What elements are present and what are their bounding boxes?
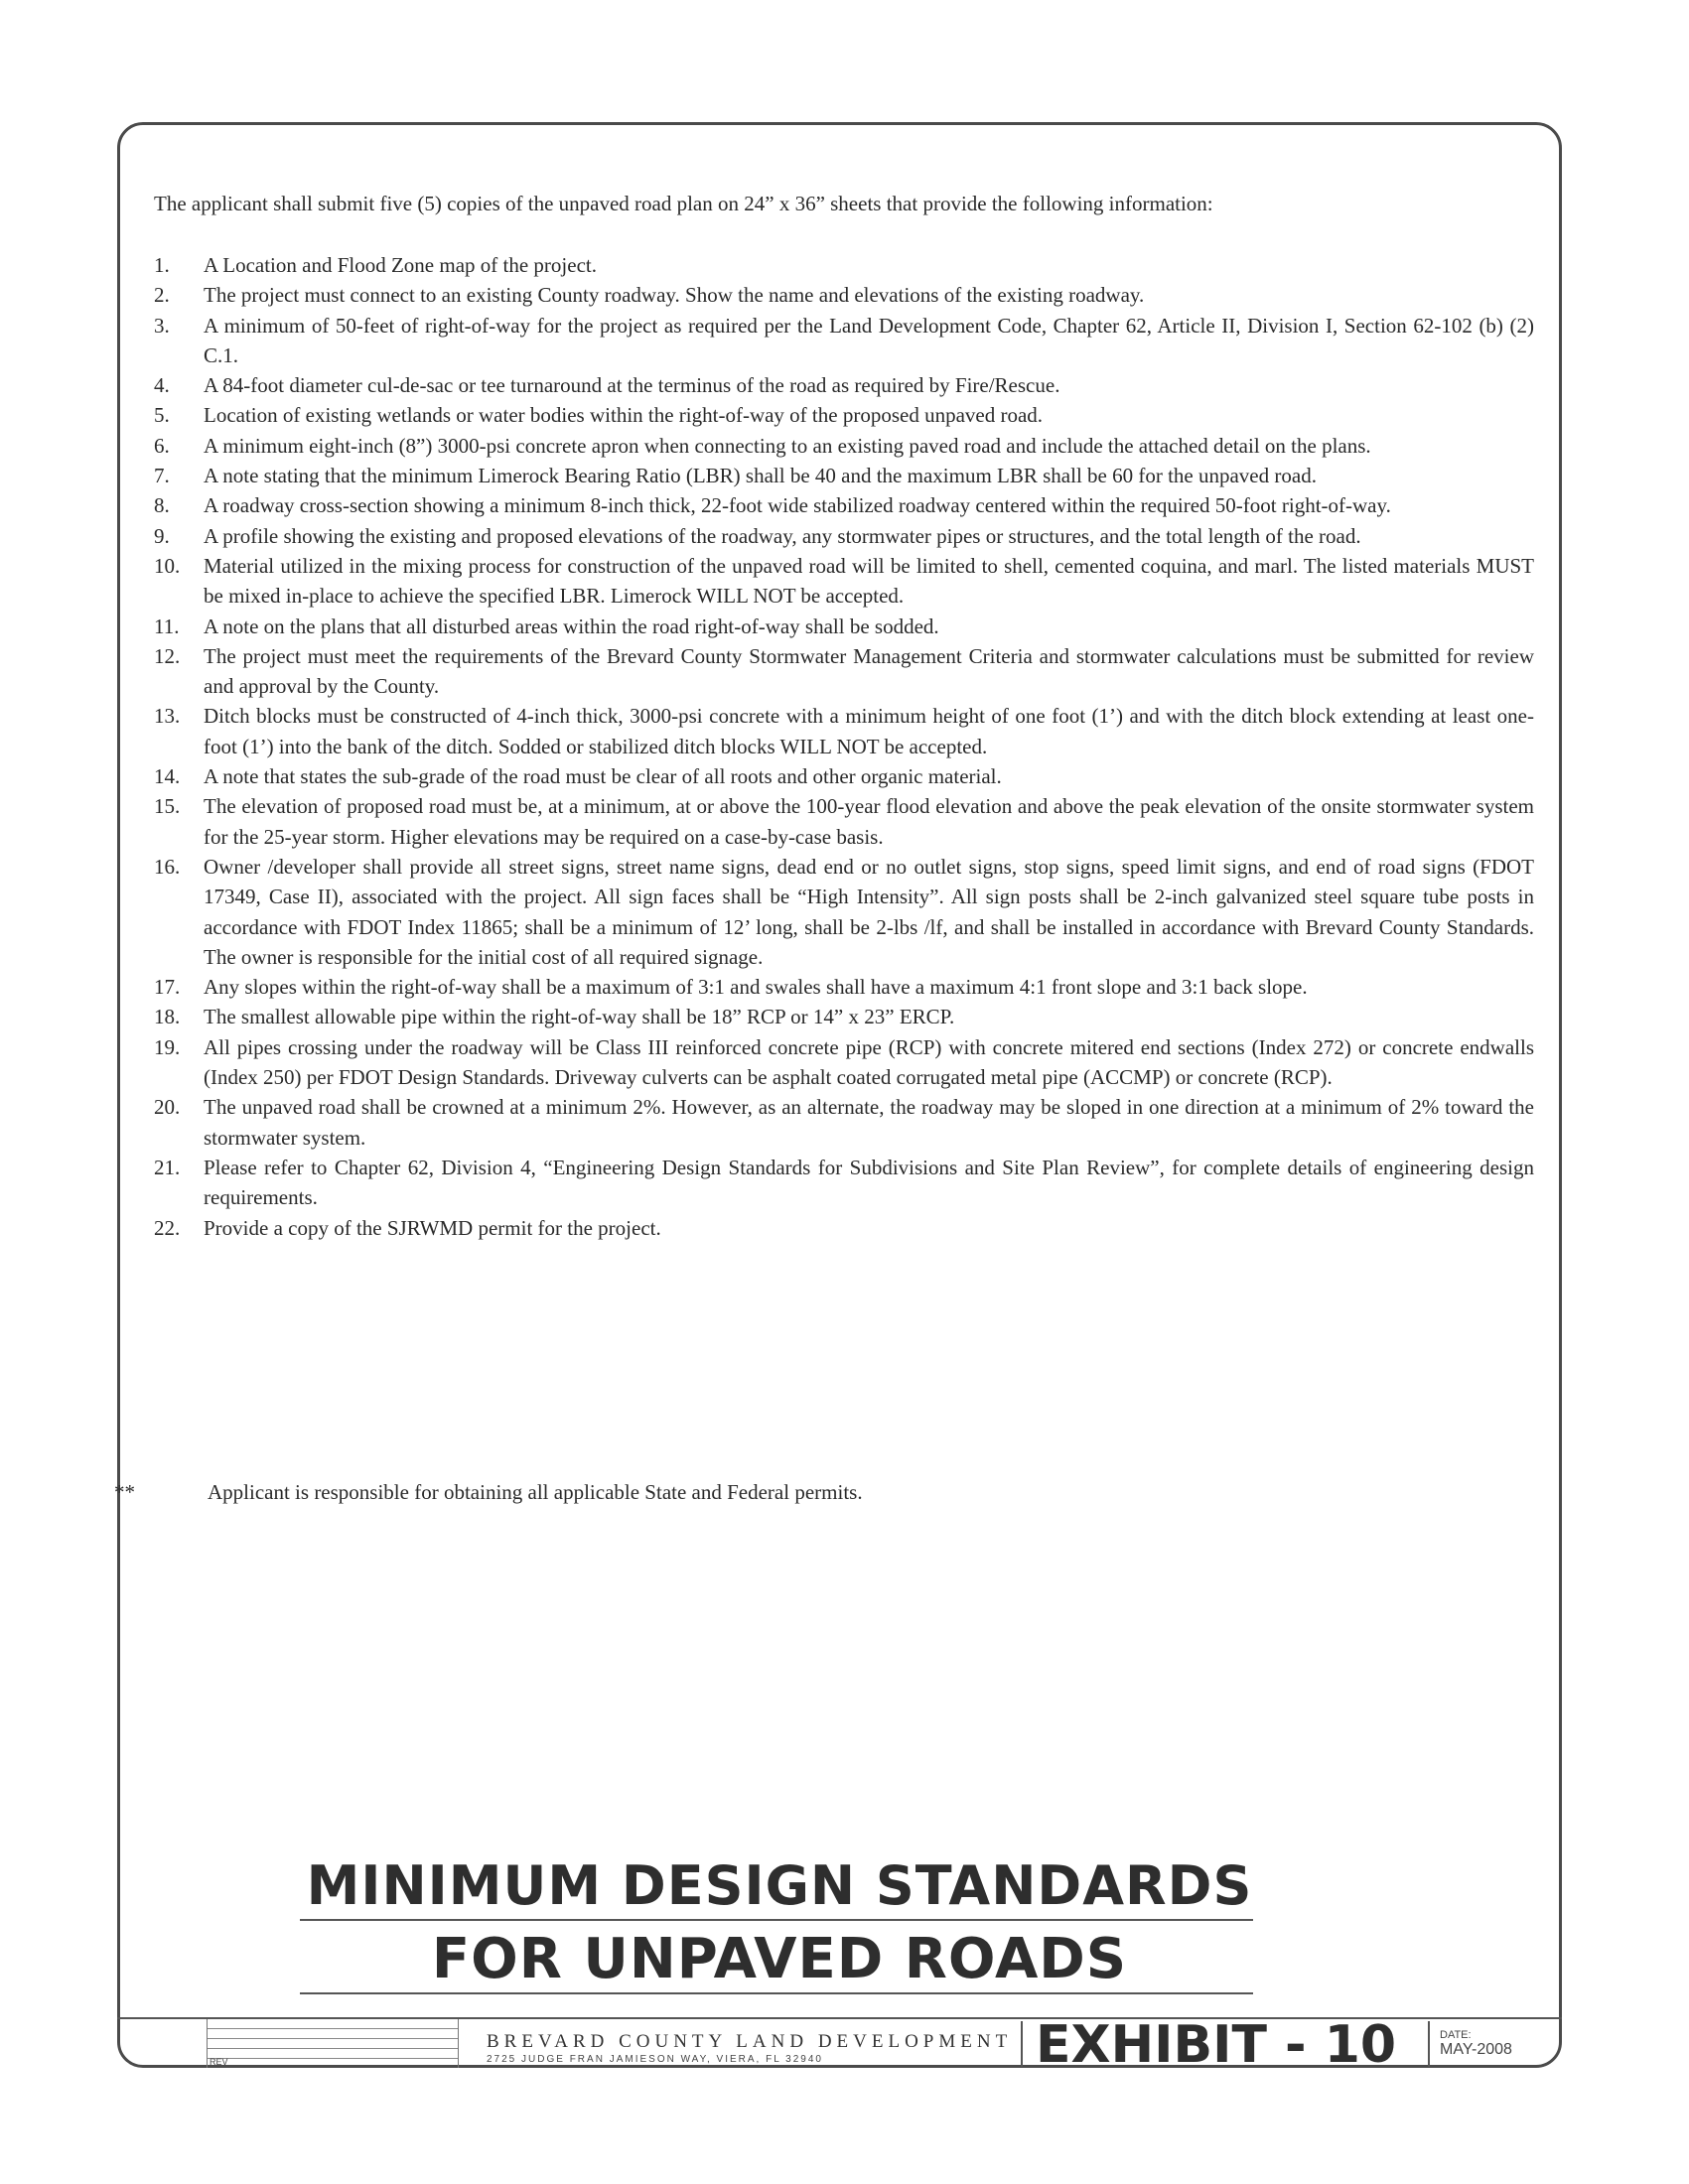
title-block-divider <box>1428 2021 1430 2067</box>
requirement-item <box>154 490 1534 520</box>
requirement-text: A 84-foot diameter cul-de-sac or tee turnaround at the terminus of the road as required by Fire/Rescue. <box>204 373 1060 398</box>
requirement-number: 11. <box>154 614 180 638</box>
requirement-item <box>154 1002 1534 1031</box>
requirement-number: 21. <box>154 1155 181 1179</box>
requirement-item <box>154 311 1534 371</box>
requirement-item <box>154 701 1534 761</box>
requirement-text: A note on the plans that all disturbed areas within the road right-of-way shall be sodded. <box>204 614 939 638</box>
requirement-number: 15. <box>154 794 181 819</box>
requirement-text: Material utilized in the mixing process for construction of the unpaved road will be limited to shell, cemented coquina, and marl. The listed materials MUST be mixed in-place to achieve the specified LBR. Limerock WILL NOT be accepted. <box>204 553 1534 609</box>
agency-name: BREVARD COUNTY LAND DEVELOPMENT <box>487 2031 1013 2052</box>
requirement-number: 16. <box>154 854 181 879</box>
requirement-item <box>154 852 1534 972</box>
requirement-number: 5. <box>154 403 170 428</box>
requirement-text: A profile showing the existing and proposed elevations of the roadway, any stormwater pipes or structures, and the total length of the road. <box>204 523 1361 548</box>
requirement-item <box>154 1153 1534 1213</box>
requirement-number: 2. <box>154 283 170 308</box>
requirement-item <box>154 431 1534 461</box>
requirement-text: All pipes crossing under the roadway will be Class III reinforced concrete pipe (RCP) with concrete mitered end sections (Index 272) or concrete endwalls (Index 250) per FDOT Design Standards. Driveway culverts can be asphalt coated corrugated metal pipe (ACCMP) or concrete (RCP). <box>204 1034 1534 1090</box>
note-text: Applicant is responsible for obtaining all applicable State and Federal permits. <box>208 1480 863 1504</box>
title-line-2: FOR UNPAVED ROADS <box>431 1927 1128 1991</box>
revision-label: REV <box>210 2057 228 2067</box>
title-underline-2 <box>300 1992 1253 1994</box>
requirement-text: Owner /developer shall provide all street signs, street name signs, dead end or no outlet signs, stop signs, speed limit signs, and end of road signs (FDOT 17349, Case II), associated with the project. All sign faces shall be “High Intensity”. All sign posts shall be 2-inch galvanized steel square tube posts in accordance with FDOT Index 11865; shall be a minimum of 12’ long, shall be 2-lbs /lf, and shall be installed in accordance with Brevard County Standards. The owner is responsible for the initial cost of all required signage. <box>204 854 1534 969</box>
requirement-item <box>154 791 1534 852</box>
requirement-number: 4. <box>154 373 170 398</box>
title-block <box>117 2015 1562 2075</box>
title-block-divider <box>1021 2021 1023 2067</box>
requirements-list <box>154 250 1534 1243</box>
requirement-number: 3. <box>154 313 170 338</box>
title-underline-1 <box>300 1919 1253 1921</box>
requirement-text: A minimum of 50-feet of right-of-way for the project as required per the Land Development Code, Chapter 62, Article II, Division I, Section 62-102 (b) (2) C.1. <box>204 313 1534 367</box>
requirement-text: Please refer to Chapter 62, Division 4, “Engineering Design Standards for Subdivisions and Site Plan Review”, for complete details of engineering design requirements. <box>204 1155 1534 1210</box>
requirement-item <box>154 1213 1534 1243</box>
requirement-number: 6. <box>154 433 170 458</box>
requirement-text: Ditch blocks must be constructed of 4-inch thick, 3000-psi concrete with a minimum height of one foot (1’) and with the ditch block extending at least one-foot (1’) into the bank of the ditch. Sodded or stabilized ditch blocks WILL NOT be accepted. <box>204 704 1534 758</box>
requirement-number: 9. <box>154 523 170 548</box>
requirement-item <box>154 250 1534 280</box>
requirement-item <box>154 370 1534 400</box>
requirement-item <box>154 761 1534 791</box>
requirement-number: 18. <box>154 1005 181 1029</box>
permit-note <box>114 1477 1504 1507</box>
requirement-item <box>154 612 1534 641</box>
requirement-text: Provide a copy of the SJRWMD permit for the project. <box>204 1215 661 1240</box>
requirement-number: 19. <box>154 1034 181 1059</box>
requirement-item <box>154 972 1534 1002</box>
requirement-number: 10. <box>154 553 181 578</box>
requirement-number: 17. <box>154 975 181 1000</box>
revision-grid <box>207 2019 459 2068</box>
requirement-item <box>154 461 1534 490</box>
requirement-text: The project must meet the requirements of the Brevard County Stormwater Management Criteria and stormwater calculations must be submitted for review and approval by the County. <box>204 643 1534 699</box>
exhibit-number: EXHIBIT - 10 <box>1036 2015 1397 2075</box>
requirement-text: The project must connect to an existing County roadway. Show the name and elevations of the existing roadway. <box>204 283 1145 308</box>
requirement-item <box>154 1032 1534 1093</box>
requirement-item <box>154 280 1534 310</box>
requirement-text: The smallest allowable pipe within the right-of-way shall be 18” RCP or 14” x 23” ERCP. <box>204 1005 955 1029</box>
requirement-number: 22. <box>154 1215 181 1240</box>
requirement-text: A roadway cross-section showing a minimum 8-inch thick, 22-foot wide stabilized roadway centered within the required 50-foot right-of-way. <box>204 493 1391 518</box>
requirement-text: The unpaved road shall be crowned at a minimum 2%. However, as an alternate, the roadway may be sloped in one direction at a minimum of 2% toward the stormwater system. <box>204 1095 1534 1150</box>
requirement-text: A note stating that the minimum Limerock Bearing Ratio (LBR) shall be 40 and the maximum LBR shall be 60 for the unpaved road. <box>204 464 1317 488</box>
title-line-1: MINIMUM DESIGN STANDARDS <box>306 1854 1253 1917</box>
requirement-text: Location of existing wetlands or water bodies within the right-of-way of the proposed unpaved road. <box>204 403 1044 428</box>
requirement-text: The elevation of proposed road must be, at a minimum, at or above the 100-year flood elevation and above the peak elevation of the onsite stormwater system for the 25-year storm. Higher elevations may be required on a case-by-case basis. <box>204 794 1534 849</box>
requirement-number: 7. <box>154 464 170 488</box>
requirement-number: 12. <box>154 643 181 668</box>
requirement-item <box>154 1092 1534 1153</box>
requirement-number: 13. <box>154 704 181 729</box>
requirement-number: 1. <box>154 253 170 277</box>
requirement-item <box>154 521 1534 551</box>
date-value: MAY-2008 <box>1440 2041 1512 2058</box>
requirement-text: Any slopes within the right-of-way shall be a maximum of 3:1 and swales shall have a maximum 4:1 front slope and 3:1 back slope. <box>204 975 1308 1000</box>
requirement-text: A note that states the sub-grade of the road must be clear of all roots and other organic material. <box>204 764 1002 789</box>
agency-address: 2725 JUDGE FRAN JAMIESON WAY, VIERA, FL 32940 <box>487 2054 823 2065</box>
requirement-number: 20. <box>154 1095 181 1120</box>
requirement-item <box>154 400 1534 430</box>
date-label: DATE: <box>1440 2029 1472 2041</box>
intro-paragraph: The applicant shall submit five (5) copies of the unpaved road plan on 24” x 36” sheets that provide the following information: <box>154 192 1213 215</box>
requirement-number: 8. <box>154 493 170 518</box>
requirement-number: 14. <box>154 764 181 789</box>
requirement-text: A minimum eight-inch (8”) 3000-psi concrete apron when connecting to an existing paved road and include the attached detail on the plans. <box>204 433 1371 458</box>
requirement-item <box>154 641 1534 702</box>
requirement-text: A Location and Flood Zone map of the project. <box>204 253 597 277</box>
note-asterisks: ** <box>114 1480 135 1504</box>
requirement-item <box>154 551 1534 612</box>
